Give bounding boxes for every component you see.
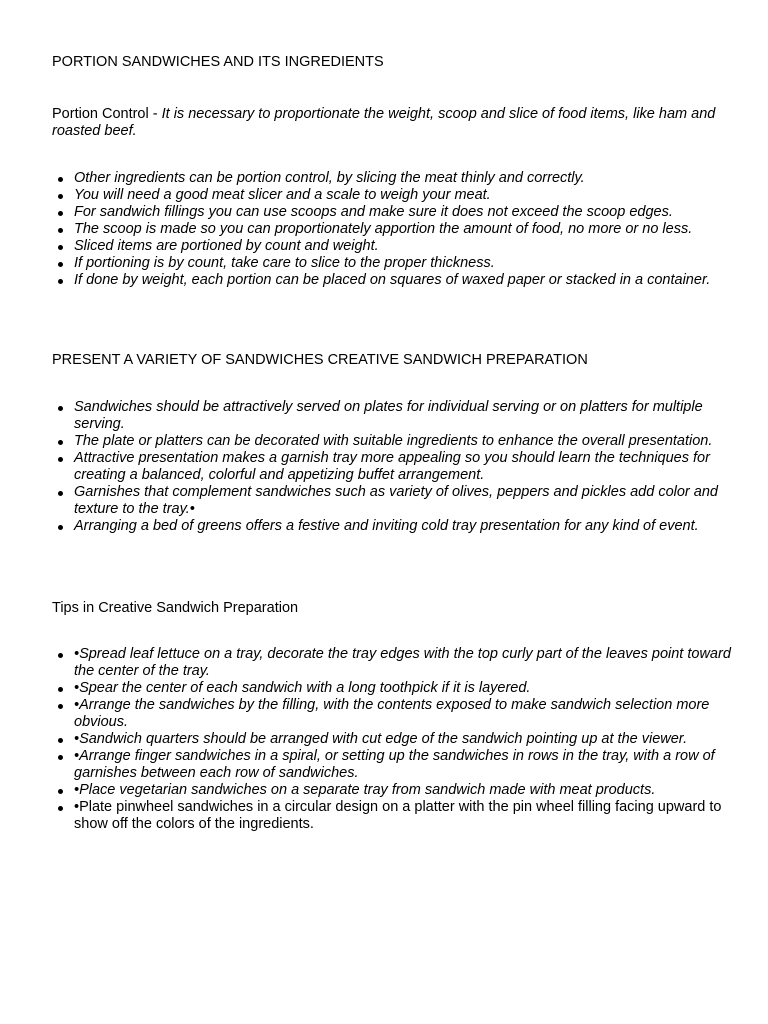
presentation-list (52, 399, 754, 535)
list-item: •Arrange finger sandwiches in a spiral, or setting up the sandwiches in rows in the tray, with a row of garnishes between each row of sandwiches. (74, 748, 754, 782)
list-item: The plate or platters can be decorated with suitable ingredients to enhance the overall presentation. (74, 433, 754, 450)
list-item: Sandwiches should be attractively served on plates for individual serving or on platters for multiple serving. (74, 399, 754, 433)
portion-control-text: It is necessary to proportionate the weight, scoop and slice of food items, like ham and roasted beef. (52, 106, 716, 139)
section-2-heading: PRESENT A VARIETY OF SANDWICHES CREATIVE SANDWICH PREPARATION (52, 352, 588, 368)
portion-control-paragraph (52, 106, 732, 140)
list-item: Arranging a bed of greens offers a festive and inviting cold tray presentation for any kind of event. (74, 518, 754, 535)
list-item: Garnishes that complement sandwiches such as variety of olives, peppers and pickles add color and texture to the tray.• (74, 484, 754, 518)
list-item: •Arrange the sandwiches by the filling, with the contents exposed to make sandwich selection more obvious. (74, 697, 754, 731)
list-item: •Place vegetarian sandwiches on a separate tray from sandwich made with meat products. (74, 782, 754, 799)
list-item: The scoop is made so you can proportionately apportion the amount of food, no more or no less. (74, 221, 754, 238)
section-3-heading: Tips in Creative Sandwich Preparation (52, 600, 299, 616)
portion-list (52, 170, 754, 289)
list-item: For sandwich fillings you can use scoops and make sure it does not exceed the scoop edges. (74, 204, 754, 221)
list-item: Sliced items are portioned by count and weight. (74, 238, 754, 255)
list-item: You will need a good meat slicer and a scale to weigh your meat. (74, 187, 754, 204)
list-item: If portioning is by count, take care to slice to the proper thickness. (74, 255, 754, 272)
tips-list (52, 646, 754, 833)
list-item: •Sandwich quarters should be arranged with cut edge of the sandwich pointing up at the viewer. (74, 731, 754, 748)
list-item: •Spread leaf lettuce on a tray, decorate the tray edges with the top curly part of the leaves point toward the center of the tray. (74, 646, 754, 680)
section-1-heading: PORTION SANDWICHES AND ITS INGREDIENTS (52, 54, 384, 70)
list-item: •Spear the center of each sandwich with a long toothpick if it is layered. (74, 680, 754, 697)
list-item: Other ingredients can be portion control, by slicing the meat thinly and correctly. (74, 170, 754, 187)
portion-control-label: Portion Control - (52, 106, 158, 122)
list-item: Attractive presentation makes a garnish tray more appealing so you should learn the techniques for creating a balanced, colorful and appetizing buffet arrangement. (74, 450, 754, 484)
list-item: If done by weight, each portion can be placed on squares of waxed paper or stacked in a container. (74, 272, 754, 289)
list-item: •Plate pinwheel sandwiches in a circular design on a platter with the pin wheel filling facing upward to show off the colors of the ingredients. (74, 799, 754, 833)
